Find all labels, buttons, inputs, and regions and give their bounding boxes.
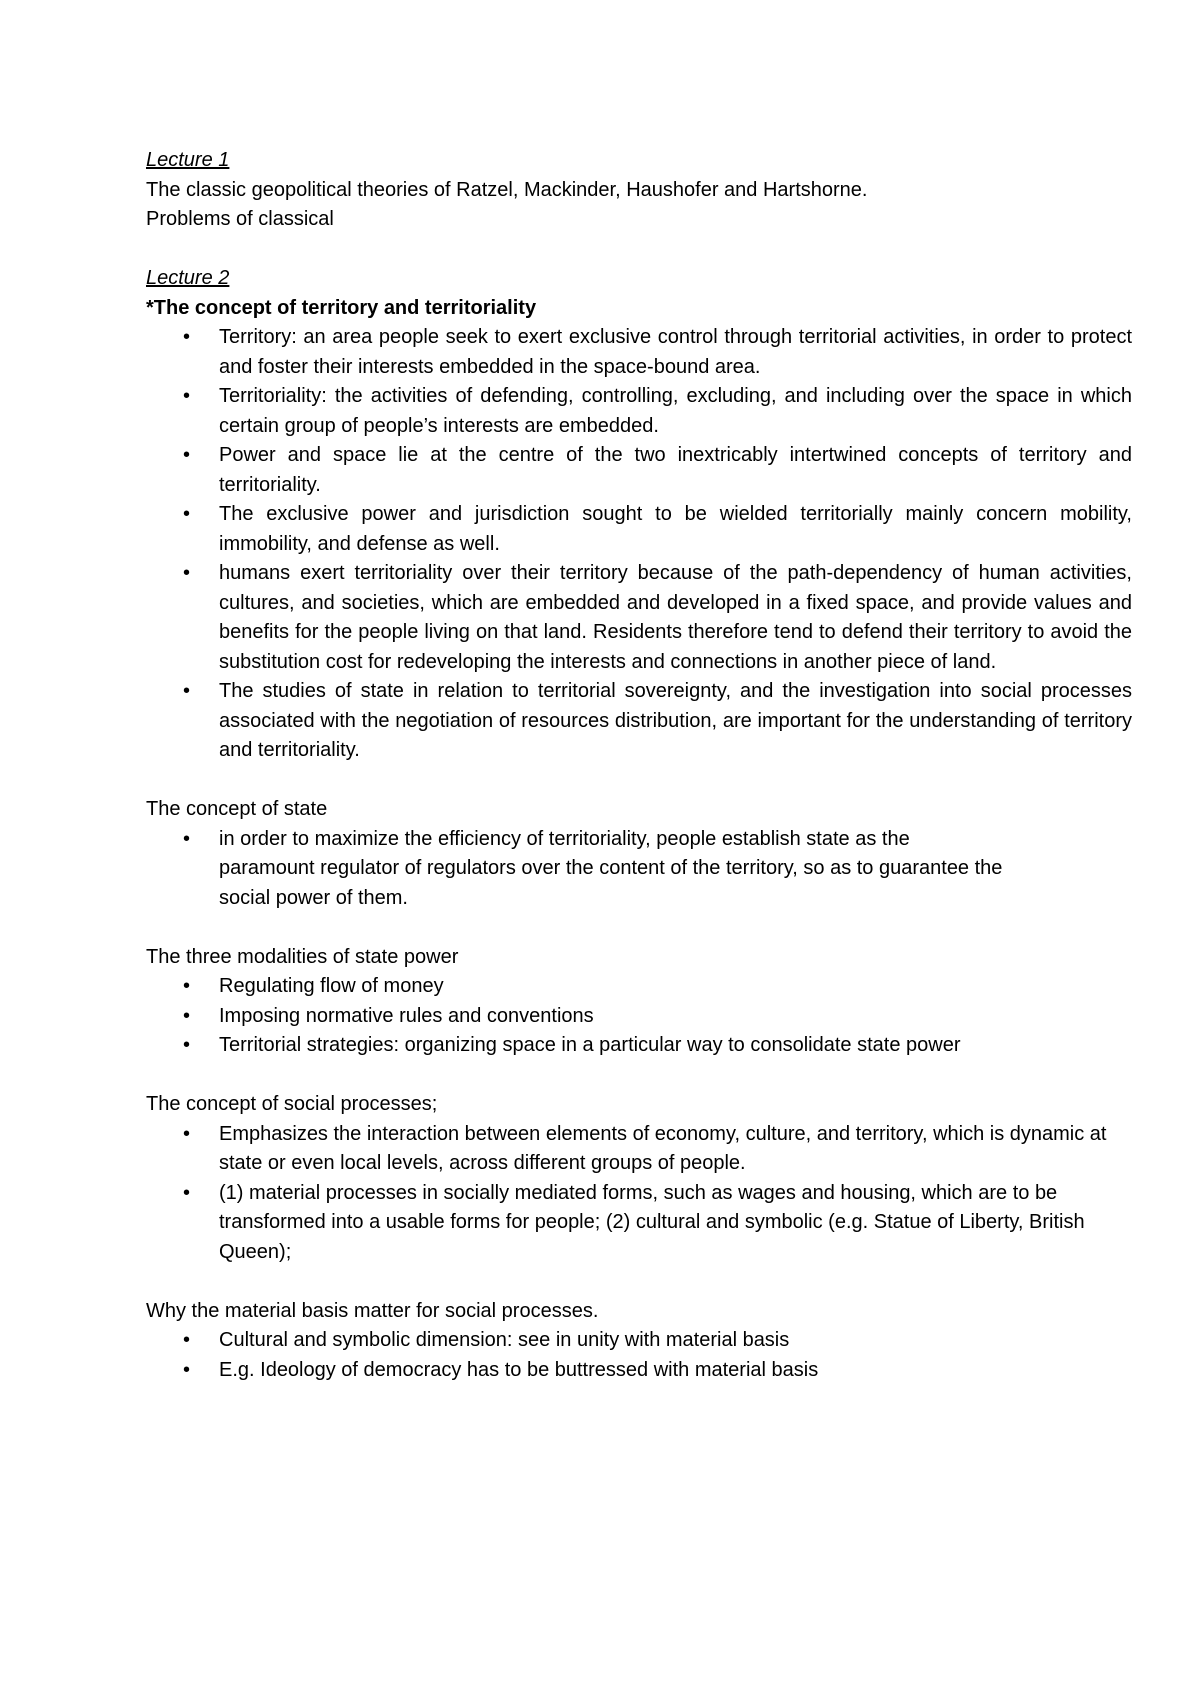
spacer <box>146 235 1060 265</box>
list-item: • Imposing normative rules and conventions <box>219 1002 1060 1032</box>
list-item: • in order to maximize the efficiency of territoriality, people establish state as the paramount regulator of regulators over the content of the territory, so as to guarantee the social power of them. <box>219 825 1009 914</box>
list-item: • Territory: an area people seek to exert exclusive control through territorial activities, in order to protect and foster their interests embedded in the space-bound area. <box>219 323 1132 382</box>
lecture-1-topic: The classic geopolitical theories of Ratzel, Mackinder, Haushofer and Hartshorne. <box>146 178 868 201</box>
list-item: • Territorial strategies: organizing space in a particular way to consolidate state power <box>219 1031 1060 1061</box>
lecture-1-heading: Lecture 1 <box>146 149 230 171</box>
spacer <box>146 1267 1060 1297</box>
spacer <box>146 766 1060 796</box>
list-item: • Territoriality: the activities of defending, controlling, excluding, and including over the space in which certain group of people’s interests are embedded. <box>219 382 1132 441</box>
list-item: • E.g. Ideology of democracy has to be buttressed with material basis <box>219 1356 1060 1386</box>
material-section-title: Why the material basis matter for social processes. <box>146 1299 599 1322</box>
territory-section-title: *The concept of territory and territoriality <box>146 296 537 319</box>
state-section-title: The concept of state <box>146 798 328 820</box>
lecture-1-problems: Problems of classical <box>146 208 334 230</box>
list-item: • (1) material processes in socially mediated forms, such as wages and housing, which are to be transformed into a usable forms for people; (2) cultural and symbolic (e.g. Statue of Liberty, British Queen); <box>219 1179 1119 1268</box>
territory-bullet-list <box>146 323 1132 766</box>
list-item: • Regulating flow of money <box>219 972 1060 1002</box>
lecture-2-heading: Lecture 2 <box>146 267 230 289</box>
social-bullet-list <box>146 1120 1119 1268</box>
state-bullet-list <box>146 825 1009 914</box>
list-item: • humans exert territoriality over their territory because of the path-dependency of human activities, cultures, and societies, which are embedded and developed in a fixed space, and provide values and benefits for the people living on that land. Residents therefore tend to defend their territory to avoid the substitution cost for redeveloping the interests and connections in another piece of land. <box>219 559 1132 677</box>
list-item: • The exclusive power and jurisdiction sought to be wielded territorially mainly concern mobility, immobility, and defense as well. <box>219 500 1132 559</box>
social-section-title: The concept of social processes; <box>146 1093 438 1115</box>
spacer <box>146 913 1060 943</box>
spacer <box>146 1061 1060 1091</box>
list-item: • The studies of state in relation to territorial sovereignty, and the investigation into social processes associated with the negotiation of resources distribution, are important for the understanding of territory and territoriality. <box>219 677 1132 766</box>
list-item: • Cultural and symbolic dimension: see in unity with material basis <box>219 1326 1060 1356</box>
modalities-bullet-list <box>146 972 1060 1061</box>
list-item: • Power and space lie at the centre of the two inextricably intertwined concepts of territory and territoriality. <box>219 441 1132 500</box>
list-item: • Emphasizes the interaction between elements of economy, culture, and territory, which is dynamic at state or even local levels, across different groups of people. <box>219 1120 1119 1179</box>
material-bullet-list <box>146 1326 1060 1385</box>
modalities-section-title: The three modalities of state power <box>146 945 459 968</box>
